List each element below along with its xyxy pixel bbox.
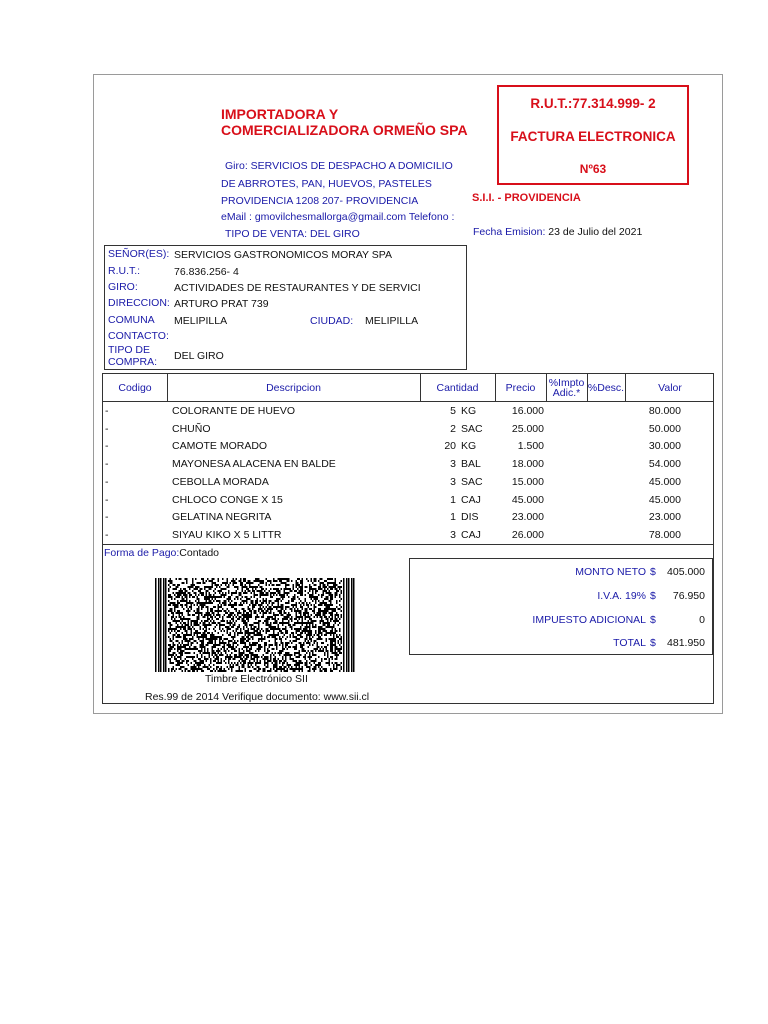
- cell-valor: 45.000: [648, 475, 681, 488]
- cell-cantidad: 3: [450, 528, 456, 541]
- cell-cantidad: 3: [450, 458, 456, 471]
- cell-valor: 78.000: [648, 528, 681, 541]
- currency-sign: $: [650, 566, 656, 578]
- cell-valor: 50.000: [648, 422, 681, 435]
- pago-value: Contado: [179, 547, 219, 559]
- cell-descripcion: GELATINA NEGRITA: [172, 511, 272, 524]
- total-value: 481.950: [667, 637, 705, 649]
- tipo-compra-label-1: TIPO DE: [108, 344, 151, 356]
- rut-value: 76.836.256- 4: [174, 266, 239, 278]
- tipo-compra-value: DEL GIRO: [174, 350, 224, 362]
- cell-cantidad: 3: [450, 475, 456, 488]
- header-desc: %Desc.: [587, 381, 625, 394]
- giro-value: ACTIVIDADES DE RESTAURANTES Y DE SERVICI: [174, 282, 421, 294]
- cell-precio: 18.000: [511, 458, 544, 471]
- comuna-value: MELIPILLA: [174, 315, 228, 327]
- cell-unidad: CAJ: [461, 493, 481, 506]
- iva-label: I.V.A. 19%: [597, 590, 646, 602]
- cell-descripcion: SIYAU KIKO X 5 LITTR: [172, 528, 282, 541]
- cell-valor: 54.000: [648, 458, 681, 471]
- res-note: Res.99 de 2014 Verifique documento: www.sii.cl: [145, 691, 370, 703]
- cell-unidad: SAC: [461, 475, 483, 488]
- contacto-label: CONTACTO:: [108, 330, 169, 342]
- table-row: [103, 511, 713, 529]
- comuna-label: COMUNA: [108, 314, 155, 326]
- cell-unidad: SAC: [461, 422, 483, 435]
- neto-value: 405.000: [667, 566, 705, 578]
- cell-valor: 23.000: [648, 511, 681, 524]
- cell-cantidad: 2: [450, 422, 456, 435]
- issuer-giro-line2: DE ABRROTES, PAN, HUEVOS, PASTELES: [221, 178, 432, 190]
- cell-codigo: -: [105, 405, 109, 417]
- fecha-emision: [473, 226, 642, 238]
- table-row: [103, 405, 713, 423]
- document-number: Nº63: [579, 162, 607, 176]
- timbre-barcode: [155, 578, 355, 672]
- ciudad-label: CIUDAD:: [310, 315, 354, 327]
- items-table: [102, 373, 714, 545]
- issuer-email-phone: eMail : gmovilchesmallorga@gmail.com Telefono :: [221, 211, 455, 223]
- cell-descripcion: CHUÑO: [172, 422, 211, 435]
- forma-de-pago: [104, 547, 219, 559]
- pago-label: Forma de Pago:: [104, 547, 180, 559]
- cell-cantidad: 1: [450, 493, 456, 506]
- issuer-tipo-venta: TIPO DE VENTA: DEL GIRO: [225, 228, 360, 240]
- cell-descripcion: CAMOTE MORADO: [172, 440, 268, 453]
- neto-label: MONTO NETO: [575, 566, 646, 578]
- table-row: [103, 458, 713, 476]
- currency-sign: $: [650, 614, 656, 626]
- header-codigo: Codigo: [118, 381, 152, 394]
- cell-codigo: -: [105, 422, 109, 435]
- cell-unidad: KG: [461, 440, 477, 453]
- cell-precio: 16.000: [511, 405, 544, 417]
- cell-cantidad: 20: [444, 440, 456, 453]
- cell-cantidad: 1: [450, 511, 456, 524]
- header-divider: [103, 401, 713, 402]
- header-impto: [546, 374, 587, 401]
- ciudad-value: MELIPILLA: [365, 315, 419, 327]
- table-row: [103, 494, 713, 512]
- total-label: TOTAL: [613, 637, 646, 649]
- cell-unidad: DIS: [461, 511, 479, 524]
- cell-precio: 23.000: [511, 511, 544, 524]
- cell-descripcion: CHLOCO CONGE X 15: [172, 493, 283, 506]
- giro-label: GIRO:: [108, 281, 138, 293]
- cell-codigo: -: [105, 511, 109, 524]
- header-valor: Valor: [658, 381, 682, 394]
- cell-codigo: -: [105, 458, 109, 471]
- fecha-label: Fecha Emision:: [473, 226, 546, 238]
- header-precio: Precio: [505, 381, 536, 394]
- cell-unidad: BAL: [461, 458, 481, 471]
- cell-codigo: -: [105, 440, 109, 453]
- table-row: [103, 440, 713, 458]
- direccion-label: DIRECCION:: [108, 297, 170, 309]
- cell-unidad: KG: [461, 405, 477, 417]
- table-row: [103, 423, 713, 441]
- issuer-address: PROVIDENCIA 1208 207- PROVIDENCIA: [221, 195, 419, 207]
- cell-precio: 15.000: [511, 475, 544, 488]
- header-impto-line2: Adic.*: [552, 386, 581, 399]
- senor-label: SEÑOR(ES):: [108, 248, 170, 260]
- rut-label: R.U.T.:: [108, 265, 141, 277]
- issuer-giro-line1: Giro: SERVICIOS DE DESPACHO A DOMICILIO: [225, 160, 453, 172]
- adicional-label: IMPUESTO ADICIONAL: [532, 614, 646, 626]
- adicional-value: 0: [699, 614, 705, 626]
- cell-unidad: CAJ: [461, 528, 481, 541]
- document-type: FACTURA ELECTRONICA: [510, 129, 676, 144]
- cell-valor: 80.000: [648, 405, 681, 417]
- rut-box: [497, 85, 689, 185]
- header-descripcion: Descripcion: [266, 381, 321, 394]
- cell-precio: 1.500: [517, 440, 544, 453]
- header-impto-line1: %Impto: [548, 376, 585, 389]
- document-rut: R.U.T.:77.314.999- 2: [530, 96, 656, 111]
- timbre-label: Timbre Electrónico SII: [205, 673, 308, 685]
- cell-codigo: -: [105, 493, 109, 506]
- direccion-value: ARTURO PRAT 739: [174, 298, 269, 310]
- totals-box: [409, 558, 713, 655]
- sii-office: S.I.I. - PROVIDENCIA: [472, 192, 581, 204]
- cell-descripcion: MAYONESA ALACENA EN BALDE: [172, 458, 336, 471]
- cell-descripcion: CEBOLLA MORADA: [172, 475, 269, 488]
- issuer-name: IMPORTADORA Y COMERCIALIZADORA ORMEÑO SPA: [221, 106, 468, 138]
- tipo-compra-label-2: COMPRA:: [108, 356, 158, 368]
- receptor-box: [104, 245, 467, 370]
- fecha-value: 23 de Julio del 2021: [548, 226, 643, 238]
- cell-cantidad: 5: [450, 405, 456, 417]
- cell-valor: 30.000: [648, 440, 681, 453]
- cell-codigo: -: [105, 528, 109, 541]
- cell-codigo: -: [105, 475, 109, 488]
- cell-descripcion: COLORANTE DE HUEVO: [172, 405, 296, 417]
- cell-valor: 45.000: [648, 493, 681, 506]
- cell-precio: 25.000: [511, 422, 544, 435]
- cell-precio: 45.000: [511, 493, 544, 506]
- iva-value: 76.950: [672, 590, 705, 602]
- currency-sign: $: [650, 637, 656, 649]
- table-row: [103, 476, 713, 494]
- cell-precio: 26.000: [511, 528, 544, 541]
- currency-sign: $: [650, 590, 656, 602]
- header-cantidad: Cantidad: [436, 381, 479, 394]
- senor-value: SERVICIOS GASTRONOMICOS MORAY SPA: [174, 249, 393, 261]
